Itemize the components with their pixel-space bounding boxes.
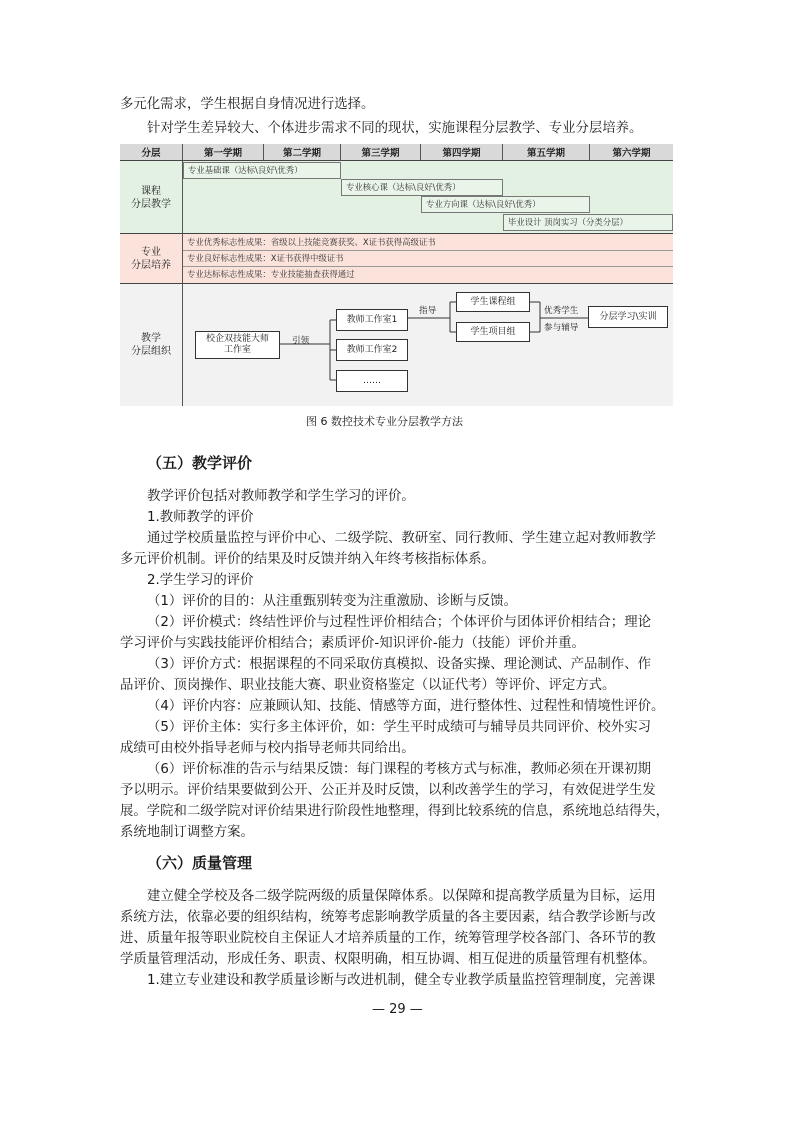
layered-teaching-figure: [120, 144, 673, 406]
student-course-group: 学生课程组: [456, 292, 530, 312]
section-heading: （六）质量管理: [147, 854, 253, 872]
body-text-line: 予以明示。评价结果要做到公开、公正并及时反馈，以利改善学生的学习，有效促进学生发: [120, 783, 656, 798]
body-text-line: 教学评价包括对教师教学和学生学习的评价。: [147, 489, 415, 504]
header-cell: 分层: [120, 144, 183, 160]
master-studio-box: 校企双技能大师 工作室: [195, 331, 280, 359]
course-bar: 专业核心课（达标\良好\优秀）: [341, 179, 503, 196]
excellent-student-label: 优秀学生: [544, 306, 579, 316]
body-text-line: 通过学校质量监控与评价中心、二级学院、教研室、同行教师、学生建立起对教师教学: [147, 531, 656, 546]
body-text-line: （4）评价内容：应兼顾认知、技能、情感等方面，进行整体性、过程性和情境性评价。: [147, 699, 665, 714]
body-text-line: （1）评价的目的：从注重甄别转变为注重激励、诊断与反馈。: [147, 594, 518, 609]
course-bar: 毕业设计 顶岗实习（分类分层）: [503, 214, 673, 231]
body-text-line: （6）评价标准的告示与结果反馈：每门课程的考核方式与标准，教师必须在开课初期: [147, 762, 651, 777]
header-cell: 第四学期: [421, 144, 503, 160]
body-text-line: 建立健全学校及各二级学院两级的质量保障体系。以保障和提高教学质量为目标，运用: [147, 889, 656, 904]
header-cell: 第六学期: [590, 144, 673, 160]
body-text-line: 展。学院和二级学院对评价结果进行阶段性地整理，得到比较系统的信息，系统地总结得失，: [120, 804, 670, 819]
body-text-line: 针对学生差异较大、个体进步需求不同的现状，实施课程分层教学、专业分层培养。: [147, 121, 643, 136]
org-row-label: 教学 分层组织: [120, 284, 183, 406]
body-text-line: 成绩可由校外指导老师与校内指导老师共同给出。: [120, 741, 415, 756]
body-text-line: 系统方法，依靠必要的组织结构，统筹考虑影响教学质量的各主要因素，结合教学诊断与改: [120, 910, 656, 925]
lead-label: 引领: [292, 336, 310, 346]
teacher-studio-more: ……: [336, 370, 408, 392]
assist-label: 参与辅导: [544, 323, 579, 333]
student-project-group: 学生项目组: [456, 322, 530, 342]
header-cell: 第五学期: [503, 144, 590, 160]
body-text-line: 学习评价与实践技能评价相结合；素质评价-知识评价-能力（技能）评价并重。: [120, 636, 585, 651]
body-text-line: 多元化需求，学生根据自身情况进行选择。: [120, 97, 375, 112]
body-text-line: 学质量管理活动，形成任务、职责、权限明确，相互协调、相互促进的质量管理有机整体。: [120, 952, 656, 967]
body-text-line: （5）评价主体：实行多主体评价，如：学生平时成绩可与辅导员共同评价、校外实习: [147, 720, 651, 735]
body-text-line: （3）评价方式：根据课程的不同采取仿真模拟、设备实操、理论测试、产品制作、作: [147, 657, 651, 672]
training-achievement: 专业良好标志性成果：X证书获得中级证书: [187, 253, 344, 263]
guide-label: 指导: [419, 306, 437, 316]
training-row-label: 专业 分层培养: [120, 234, 183, 283]
body-text-line: 2.学生学习的评价: [147, 573, 254, 588]
layered-practice-box: 分层学习\实训: [588, 306, 668, 328]
section-heading: （五）教学评价: [147, 454, 253, 472]
course-bar: 专业方向课（达标\良好\优秀）: [421, 196, 590, 213]
teacher-studio-1: 教师工作室1: [336, 309, 408, 331]
training-achievement: 专业达标标志性成果：专业技能抽查获得通过: [187, 269, 355, 279]
teacher-studio-2: 教师工作室2: [336, 339, 408, 361]
header-cell: 第一学期: [183, 144, 264, 160]
body-text-line: 多元评价机制。评价的结果及时反馈并纳入年终考核指标体系。: [120, 552, 495, 567]
course-bar: 专业基础课（达标\良好\优秀）: [183, 162, 341, 179]
body-text-line: （2）评价模式：终结性评价与过程性评价相结合；个体评价与团体评价相结合；理论: [147, 615, 651, 630]
page-number: — 29 —: [372, 1002, 423, 1017]
body-text-line: 1.教师教学的评价: [147, 510, 254, 525]
figure-caption: 图 6 数控技术专业分层教学方法: [306, 415, 463, 428]
header-cell: 第二学期: [264, 144, 341, 160]
course-row-label: 课程 分层教学: [120, 161, 183, 234]
body-text-line: 进、质量年报等职业院校自主保证人才培养质量的工作，统筹管理学校各部门、各环节的教: [120, 931, 656, 946]
body-text-line: 系统地制订调整方案。: [120, 825, 254, 840]
header-cell: 第三学期: [341, 144, 421, 160]
body-text-line: 1.建立专业建设和教学质量诊断与改进机制，健全专业教学质量监控管理制度，完善课: [147, 973, 656, 988]
body-text-line: 品评价、顶岗操作、职业技能大赛、职业资格鉴定（以证代考）等评价、评定方式。: [120, 678, 616, 693]
training-achievement: 专业优秀标志性成果：省级以上技能竞赛获奖、X证书获得高级证书: [187, 237, 436, 247]
org-connectors: [120, 144, 673, 406]
